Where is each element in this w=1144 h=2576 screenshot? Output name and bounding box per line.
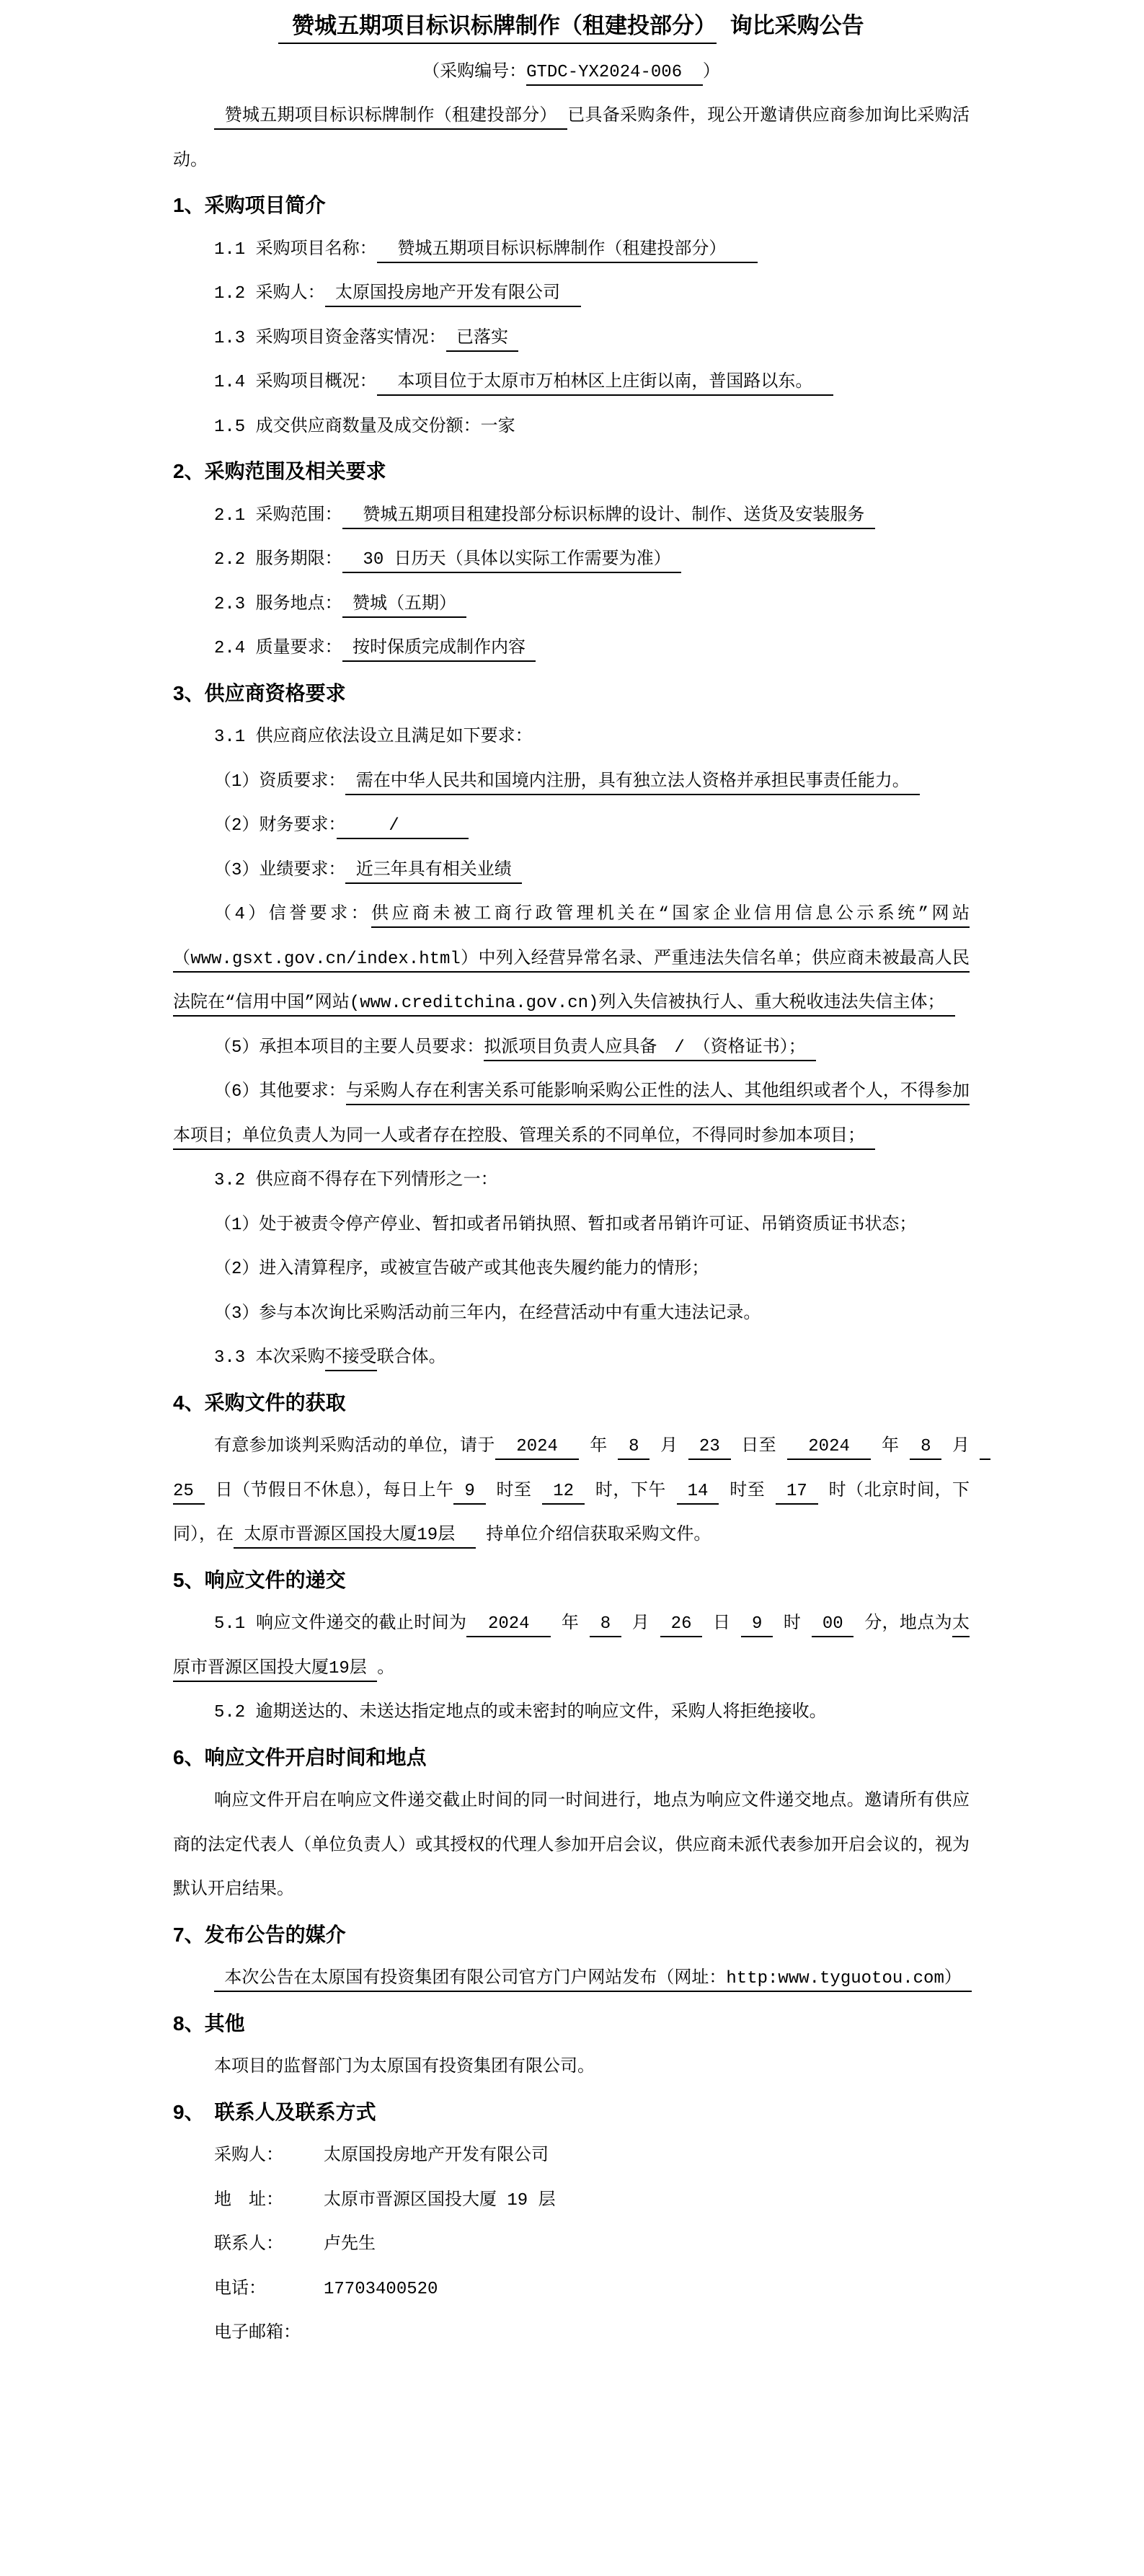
- section-2-heading: 2、采购范围及相关要求: [173, 460, 386, 482]
- text-run: 本项目的监督部门为太原国有投资集团有限公司。: [214, 2058, 595, 2077]
- text-run: （5）承担本项目的主要人员要求：: [214, 1037, 484, 1058]
- contact-person-label: 联系人：: [214, 2235, 283, 2254]
- underlined-text-run: 与采购人存在利害关系可能影响采购公正性的法人、其他组织或者个人，不得参加本项目；单位负责人为同一人或者存在控股、管理关系的不同单位，不得同时参加本项目；: [173, 1082, 970, 1150]
- contact-purchaser-value: 太原国投房地产开发有限公司: [324, 2146, 549, 2166]
- text-run: 1.2 采购人：: [214, 284, 325, 304]
- underlined-text-run: 8: [590, 1614, 621, 1637]
- contact-address-row: [173, 2179, 970, 2223]
- text-run: （2）进入清算程序，或被宣告破产或其他丧失履约能力的情形；: [214, 1260, 709, 1279]
- underlined-text-run: GTDC-YX2024-006: [526, 63, 703, 86]
- section-4-paragraph: [173, 1425, 990, 1558]
- text-run: 3.1 供应商应依法设立且满足如下要求：: [214, 727, 533, 747]
- section-8-heading: 8、其他: [173, 2011, 245, 2035]
- text-run: （1）处于被责令停产停业、暂扣或者吊销执照、暂扣或者吊销许可证、吊销资质证书状态；: [214, 1215, 917, 1235]
- contact-purchaser-row: [173, 2134, 970, 2179]
- text-run: （采购编号：: [422, 62, 527, 82]
- underlined-text-run: 2024: [466, 1614, 551, 1637]
- underlined-text-run: 拟派项目负责人应具备 / （资格证书）；: [484, 1038, 816, 1061]
- text-run: ）: [702, 62, 720, 82]
- text-run: 响应文件开启在响应文件递交截止时间的同一时间进行，地点为响应文件递交地点。邀请所有供应商的法定代表人（单位负责人）或其授权的代理人参加开启会议，供应商未派代表参加开启会议的，视为默认开启结果。: [173, 1792, 970, 1900]
- underlined-text-run: 供应商未被工商行政管理机关在“国家企业信用信息公示系统”网站（www.gsxt.gov.cn/index.html）中列入经营异常名录、严重违法失信名单；供应商未被最高人民法院在“信用中国”网站(www.creditchina.gov.cn)列入失信被执行人、重大税收违法失信主体；: [173, 905, 970, 1017]
- item-3-1-req-1-qualification: [173, 760, 970, 805]
- text-run: 1.1 采购项目名称：: [214, 239, 377, 260]
- item-1-2-purchaser: [173, 272, 970, 317]
- contact-purchaser-label: 采购人：: [214, 2146, 283, 2166]
- contact-address-value: 太原市晋源区国投大厦 19 层: [324, 2190, 556, 2210]
- underlined-text-run: 9: [741, 1614, 773, 1637]
- underlined-text-run: 00: [812, 1614, 853, 1637]
- underlined-text-run: 赞城五期项目标识标牌制作（租建投部分）: [214, 107, 567, 130]
- text-run: 时至: [719, 1481, 776, 1501]
- text-run: 5.2 逾期送达的、未送达指定地点的或未密封的响应文件，采购人将拒绝接收。: [214, 1703, 827, 1722]
- item-3-1-req-3-performance: [173, 849, 970, 893]
- item-1-1-project-name: [173, 228, 970, 273]
- document-title: [173, 6, 970, 50]
- underlined-text-run: 30 日历天（具体以实际工作需要为准）: [342, 550, 681, 573]
- section-7-heading: 7、发布公告的媒介: [173, 1923, 346, 1946]
- text-run: 2.4 质量要求：: [214, 639, 342, 658]
- procurement-number-line: [173, 50, 970, 95]
- underlined-text-run: 8: [910, 1437, 941, 1460]
- section-8-paragraph: [173, 2045, 970, 2090]
- contact-address-label: 地 址：: [214, 2190, 283, 2210]
- section-6-heading: 6、响应文件开启时间和地点: [173, 1745, 427, 1769]
- item-2-4-quality-requirement: [173, 627, 970, 671]
- text-run: 联合体。: [376, 1348, 446, 1368]
- underlined-text-run: 2024: [495, 1437, 580, 1460]
- text-run: 有意参加谈判采购活动的单位，请于: [214, 1437, 495, 1456]
- text-run: 时，下午: [584, 1481, 677, 1501]
- contact-person-row: [173, 2223, 970, 2267]
- item-3-1-req-5-key-personnel: [173, 1026, 970, 1071]
- text-run: 年: [871, 1437, 910, 1456]
- text-run: 。: [377, 1658, 395, 1678]
- contact-email-row: [173, 2311, 970, 2356]
- underlined-text-run: 赞城五期项目标识标牌制作（租建投部分）: [278, 15, 717, 44]
- text-run: 时: [773, 1614, 812, 1634]
- underlined-text-run: 14: [677, 1482, 719, 1505]
- text-run: 日（节假日不休息），每日上午: [204, 1481, 454, 1501]
- text-run: 1.4 采购项目概况：: [214, 373, 377, 392]
- text-run: 3.3 本次采购: [214, 1348, 325, 1368]
- text-run: 日至: [730, 1437, 787, 1456]
- text-run: 月: [941, 1437, 980, 1456]
- underlined-text-run: 12: [542, 1482, 585, 1505]
- item-2-3-service-location: [173, 583, 970, 627]
- underlined-text-run: 8: [618, 1437, 649, 1460]
- item-3-1-req-2-finance: [173, 804, 970, 849]
- text-run: （2）财务要求：: [214, 816, 337, 836]
- text-run: （4）信誉要求：: [214, 905, 372, 924]
- section-3-heading: 3、供应商资格要求: [173, 681, 346, 704]
- section-4-heading: 4、采购文件的获取: [173, 1391, 346, 1414]
- underlined-text-run: 本次公告在太原国有投资集团有限公司官方门户网站发布（网址：http:www.tyguotou.com）: [214, 1969, 972, 1992]
- underlined-text-run: 太原国投房地产开发有限公司: [325, 284, 581, 307]
- text-run: 分，地点为: [853, 1614, 953, 1634]
- underlined-text-run: 赞城五期项目租建投部分标识标牌的设计、制作、送货及安装服务: [342, 506, 875, 529]
- text-run: 年: [551, 1614, 590, 1634]
- text-run: 询比采购公告: [717, 15, 864, 40]
- underlined-text-run: 需在中华人民共和国境内注册，具有独立法人资格并承担民事责任能力。: [345, 772, 920, 795]
- text-run: 5.1 响应文件递交的截止时间为: [214, 1614, 467, 1634]
- underlined-text-run: 23: [688, 1437, 730, 1460]
- underlined-text-run: 17: [776, 1482, 818, 1505]
- underlined-text-run: 2024: [787, 1437, 872, 1460]
- text-run: 月: [649, 1437, 689, 1456]
- contact-phone-label: 电话：: [214, 2279, 266, 2299]
- text-run: （1）资质要求：: [214, 771, 346, 792]
- contact-person-value: 卢先生: [324, 2235, 376, 2254]
- item-3-3-no-consortium: [173, 1336, 970, 1381]
- item-1-5-supplier-count: [173, 405, 970, 450]
- underlined-text-run: 不接受: [325, 1348, 377, 1371]
- text-run: 年: [579, 1437, 618, 1456]
- text-run: （6）其他要求：: [214, 1082, 346, 1102]
- item-3-2-case-1: [173, 1203, 970, 1248]
- underlined-text-run: 25: [173, 1437, 990, 1505]
- text-run: 3.2 供应商不得存在下列情形之一：: [214, 1171, 498, 1190]
- underlined-text-run: 太原市晋源区国投大厦19层: [234, 1526, 476, 1549]
- text-run: 持单位介绍信获取采购文件。: [476, 1526, 711, 1545]
- text-run: 1.5 成交供应商数量及成交份额：一家: [214, 417, 515, 437]
- section-5-heading: 5、响应文件的递交: [173, 1568, 346, 1591]
- item-1-4-project-overview: [173, 360, 970, 405]
- text-run: 月: [621, 1614, 660, 1634]
- item-3-1-req-4-credit: [173, 893, 970, 1026]
- text-run: 1.3 采购项目资金落实情况：: [214, 328, 446, 348]
- item-5-1-deadline: [173, 1602, 970, 1691]
- underlined-text-run: 近三年具有相关业绩: [345, 861, 522, 884]
- item-3-2-intro: [173, 1159, 970, 1203]
- text-run: 2.3 服务地点：: [214, 594, 342, 614]
- underlined-text-run: 太原市晋源区国投大厦19层: [173, 1614, 970, 1682]
- contact-phone-value: 17703400520: [324, 2279, 438, 2299]
- section-1-heading: 1、采购项目简介: [173, 194, 326, 216]
- text-run: 日: [702, 1614, 742, 1634]
- item-3-2-case-3: [173, 1292, 970, 1337]
- section-6-paragraph: [173, 1779, 970, 1913]
- text-run: 2.1 采购范围：: [214, 505, 342, 526]
- item-2-1-scope: [173, 494, 970, 539]
- underlined-text-run: 赞城五期项目标识标牌制作（租建投部分）: [377, 240, 758, 263]
- underlined-text-run: 已落实: [446, 329, 519, 352]
- underlined-text-run: 按时保质完成制作内容: [342, 639, 536, 662]
- underlined-text-run: 赞城（五期）: [342, 595, 467, 618]
- underlined-text-run: 本项目位于太原市万柏林区上庄街以南，普国路以东。: [377, 373, 834, 396]
- text-run: 时至: [485, 1481, 543, 1501]
- item-1-3-funding-status: [173, 317, 970, 361]
- text-run: （3）业绩要求：: [214, 860, 346, 880]
- underlined-text-run: 9: [453, 1482, 485, 1505]
- section-7-paragraph: [173, 1957, 970, 2001]
- underlined-text-run: 26: [660, 1614, 702, 1637]
- section-9-heading: 9、 联系人及联系方式: [173, 2100, 376, 2123]
- text-run: 时（北京时间，下同），在: [173, 1481, 970, 1545]
- intro-paragraph: [173, 94, 970, 183]
- item-3-2-case-2: [173, 1247, 970, 1292]
- item-2-2-service-period: [173, 538, 970, 583]
- text-run: 已具备采购条件，现公开邀请供应商参加询比采购活动。: [173, 107, 970, 171]
- text-run: 2.2 服务期限：: [214, 550, 342, 570]
- item-3-1-req-6-other: [173, 1070, 970, 1159]
- item-5-2-rejection: [173, 1691, 970, 1735]
- text-run: （3）参与本次询比采购活动前三年内，在经营活动中有重大违法记录。: [214, 1304, 761, 1324]
- contact-email-label: 电子邮箱：: [214, 2324, 301, 2343]
- underlined-text-run: /: [337, 816, 468, 839]
- item-3-1-intro: [173, 715, 970, 760]
- contact-phone-row: [173, 2267, 970, 2312]
